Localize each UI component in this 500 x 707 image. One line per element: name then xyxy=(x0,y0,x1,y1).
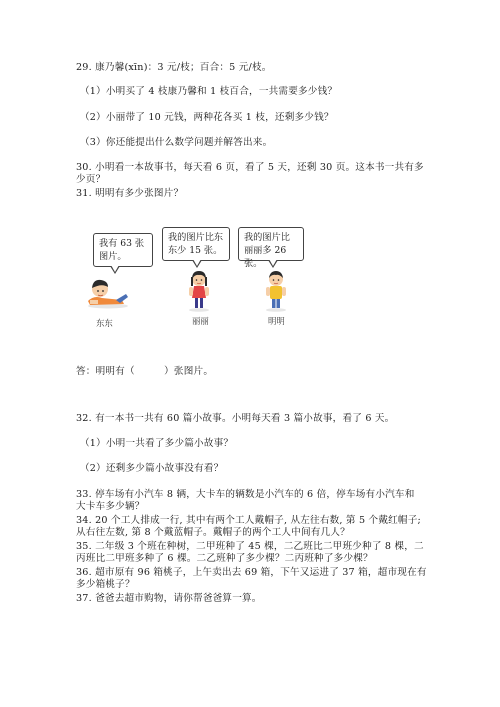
question-31: 31. 明明有多少张图片？ xyxy=(76,188,184,199)
question-35-line-2: 丙班比二甲班多种了 6 棵。二乙班种了多少棵？二丙班种了多少棵？ xyxy=(76,553,373,564)
question-32-part-1: （1）小明一共看了多少篇小故事？ xyxy=(80,438,234,449)
question-34-line-2: 从右往左数, 第 8 个戴蓝帽子。戴帽子的两个工人中间有几人？ xyxy=(76,527,350,538)
question-30-line-1: 30. 小明看一本故事书，每天看 6 页，看了 5 天，还剩 30 页。这本书一共有多 xyxy=(76,162,424,173)
question-32: 32. 有一本书一共有 60 篇小故事。小明每天看 3 篇小故事，看了 6 天。 xyxy=(76,413,395,424)
child-lili-figure xyxy=(184,268,214,312)
speech-bubble-dongdong-text: 我有 63 张图片。 xyxy=(99,238,145,262)
answer-31-blank: 答：明明有（ ）张图片。 xyxy=(76,366,214,377)
question-33-line-2: 大卡车多少辆？ xyxy=(76,501,145,512)
child-mingming-figure xyxy=(261,268,291,312)
child-dongdong-figure xyxy=(80,272,130,310)
question-32-part-2: （2）还剩多少篇小故事没有看？ xyxy=(80,463,224,474)
question-30-line-2: 少页？ xyxy=(76,174,106,185)
caption-dongdong: 东东 xyxy=(96,318,113,328)
question-33-line-1: 33. 停车场有小汽车 8 辆，大卡车的辆数是小汽车的 6 倍，停车场有小汽车和 xyxy=(76,489,415,500)
question-36-line-2: 多少箱桃子？ xyxy=(76,579,135,590)
question-29-part-2: （2）小丽带了 10 元钱，两种花各买 1 枝，还剩多少钱？ xyxy=(80,112,334,123)
speech-bubble-mingming-text: 我的图片比丽丽多 26 张。 xyxy=(244,232,290,269)
speech-bubble-lili-text: 我的图片比东东少 15 张。 xyxy=(168,232,224,256)
question-29-part-3: （3）你还能提出什么数学问题并解答出来。 xyxy=(80,137,273,148)
question-34-line-1: 34. 20 个工人排成一行, 其中有两个工人戴帽子, 从左往右数, 第 5 个戴红帽子; xyxy=(76,515,421,526)
speech-bubble-mingming xyxy=(238,227,304,269)
question-29-part-1: （1）小明买了 4 枝康乃馨和 1 枝百合，一共需要多少钱？ xyxy=(80,86,338,97)
speech-tail-mingming xyxy=(268,260,278,268)
speech-tail-lili xyxy=(192,260,202,268)
speech-bubble-dongdong xyxy=(93,233,153,267)
caption-lili: 丽丽 xyxy=(192,316,209,326)
speech-bubble-lili xyxy=(162,227,230,261)
question-29: 29. 康乃馨(xīn)：3 元/枝；百合：5 元/枝。 xyxy=(76,62,272,73)
question-36-line-1: 36. 超市原有 96 箱桃子，上午卖出去 69 箱，下午又运进了 37 箱，超市现在有 xyxy=(76,567,427,578)
question-37: 37. 爸爸去超市购物，请你帮爸爸算一算。 xyxy=(76,593,262,604)
question-35-line-1: 35. 二年级 3 个班在种树，二甲班种了 45 棵，二乙班比二甲班少种了 8 棵，二 xyxy=(76,541,424,552)
caption-mingming: 明明 xyxy=(268,316,285,326)
